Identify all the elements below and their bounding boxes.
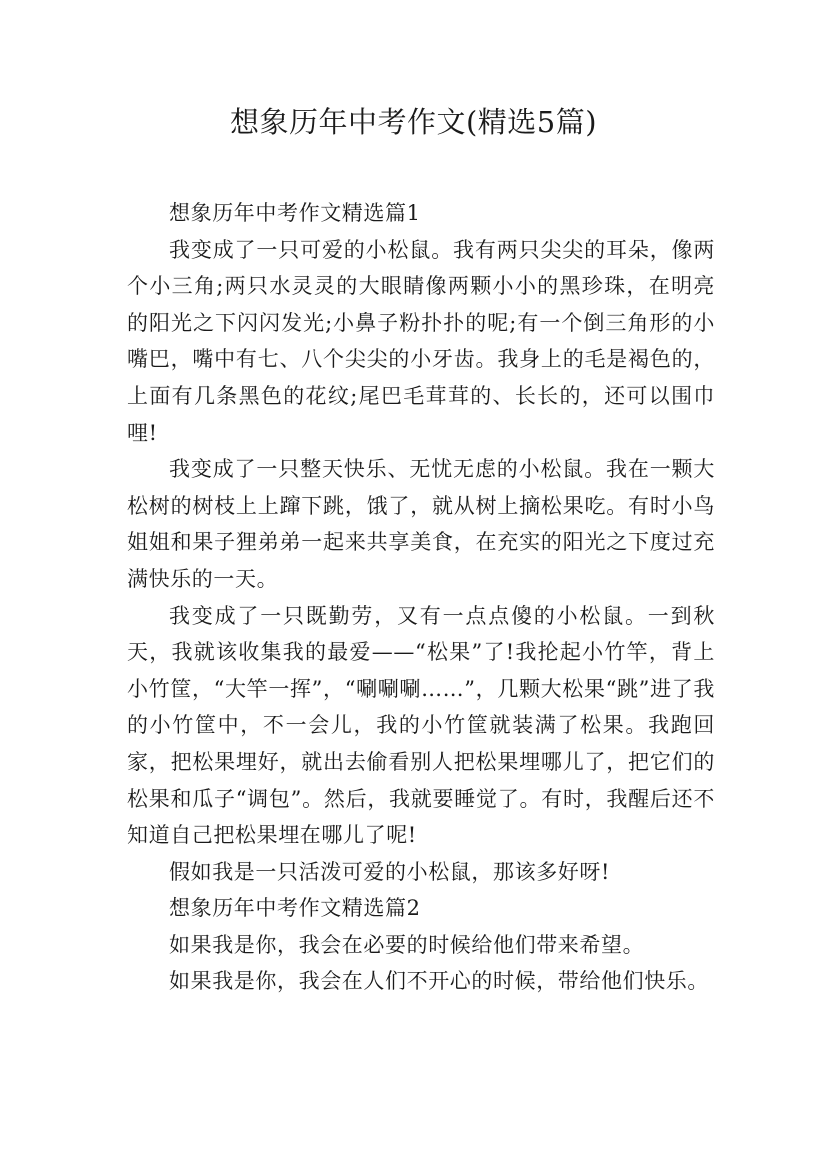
section-heading: 想象历年中考作文精选篇2: [169, 896, 421, 921]
document-body: [127, 195, 715, 1000]
paragraph: 如果我是你，我会在人们不开心的时候，带给他们快乐。: [169, 969, 709, 994]
paragraph: 假如我是一只活泼可爱的小松鼠，那该多好呀!: [169, 859, 611, 884]
paragraph: 我变成了一只可爱的小松鼠。我有两只尖尖的耳朵，像两个小三角;两只水灵灵的大眼睛像两颗小小的黑珍珠，在明亮的阳光之下闪闪发光;小鼻子粉扑扑的呢;有一个倒三角形的小嘴巴，嘴中有七、八个尖尖的小牙齿。我身上的毛是褐色的，上面有几条黑色的花纹;尾巴毛茸茸的、长长的，还可以围巾哩!: [127, 237, 715, 445]
paragraph: 我变成了一只整天快乐、无忧无虑的小松鼠。我在一颗大松树的树枝上上蹿下跳，饿了，就从树上摘松果吃。有时小鸟姐姐和果子狸弟弟一起来共享美食，在充实的阳光之下度过充满快乐的一天。: [127, 457, 715, 591]
paragraph: 我变成了一只既勤劳，又有一点点傻的小松鼠。一到秋天，我就该收集我的最爱——“松果”了!我抡起小竹竿，背上小竹筐，“大竿一挥”，“唰唰唰……”，几颗大松果“跳”进了我的小竹筐中，不一会儿，我的小竹筐就装满了松果。我跑回家，把松果埋好，就出去偷看别人把松果埋哪儿了，把它们的松果和瓜子“调包”。然后，我就要睡觉了。有时，我醒后还不知道自己把松果埋在哪儿了呢!: [127, 603, 715, 848]
section-heading: 想象历年中考作文精选篇1: [169, 201, 421, 225]
paragraph: 如果我是你，我会在必要的时候给他们带来希望。: [169, 932, 645, 957]
document-title: 想象历年中考作文(精选5篇): [229, 105, 598, 139]
